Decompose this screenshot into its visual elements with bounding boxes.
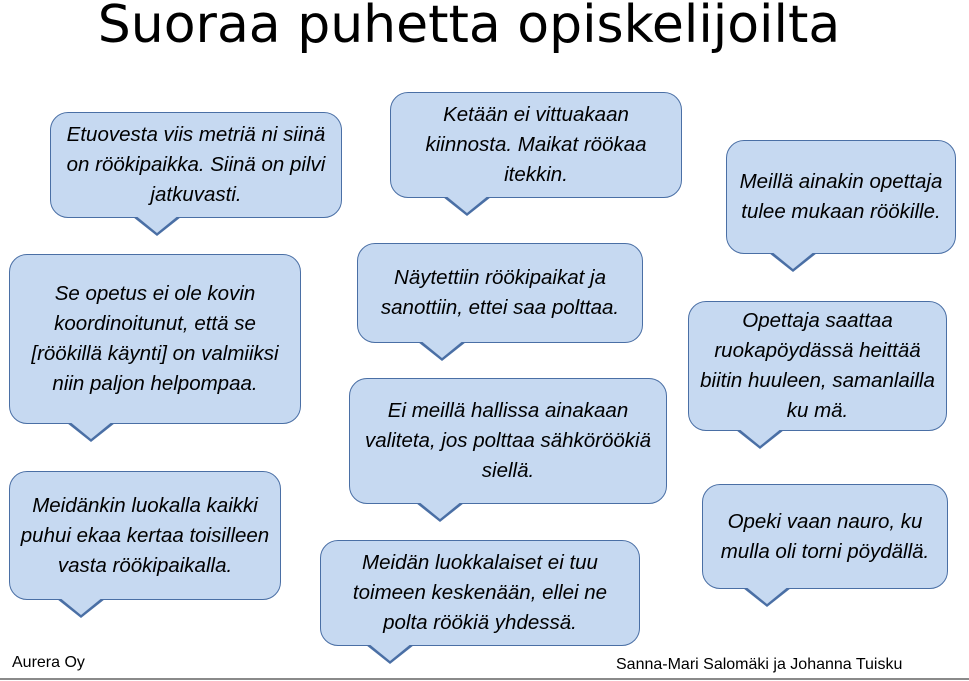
page-title: Suoraa puhetta opiskelijoilta	[97, 0, 841, 55]
quote-text: Näytettiin röökipaikat ja sanottiin, ettei saa polttaa.	[380, 266, 620, 319]
footer-authors: Sanna-Mari Salomäki ja Johanna Tuisku	[616, 656, 903, 673]
quote-bubble-3	[726, 140, 956, 254]
quote-bubble-8	[9, 471, 281, 600]
footer-divider	[0, 678, 969, 680]
quote-text: Opettaja saattaa ruokapöydässä heittää biitin huuleen, samanlailla ku mä.	[700, 309, 935, 422]
quote-bubble-9	[702, 484, 948, 589]
quote-bubble-2	[390, 92, 682, 198]
quote-text: Ei meillä hallissa ainakaan valiteta, jos polttaa sähköröökiä siellä.	[364, 399, 652, 482]
quote-text: Ketään ei vittuakaan kiinnosta. Maikat röökaa itekkin.	[425, 103, 647, 186]
quote-text: Opeki vaan nauro, ku mulla oli torni pöydällä.	[720, 509, 930, 563]
quote-bubble-1	[50, 112, 342, 218]
quote-bubble-10	[320, 540, 640, 646]
quote-text: Se opetus ei ole kovin koordinoitunut, että se [röökillä käynti] on valmiiksi niin paljon helpompaa.	[31, 282, 279, 395]
quote-text: Meidän luokkalaiset ei tuu toimeen keskenään, ellei ne polta röökiä yhdessä.	[352, 551, 608, 634]
quote-text: Meidänkin luokalla kaikki puhui ekaa kertaa toisilleen vasta röökipaikalla.	[20, 493, 270, 577]
quote-bubble-6	[688, 301, 947, 431]
quote-bubble-7	[349, 378, 667, 504]
footer-company: Aurera Oy	[12, 654, 85, 671]
quote-bubble-5	[357, 243, 643, 343]
quote-text: Meillä ainakin opettaja tulee mukaan röökille.	[739, 170, 943, 223]
quote-text: Etuovesta viis metriä ni siinä on röökipaikka. Siinä on pilvi jatkuvasti.	[66, 123, 326, 206]
quote-bubble-4	[9, 254, 301, 424]
